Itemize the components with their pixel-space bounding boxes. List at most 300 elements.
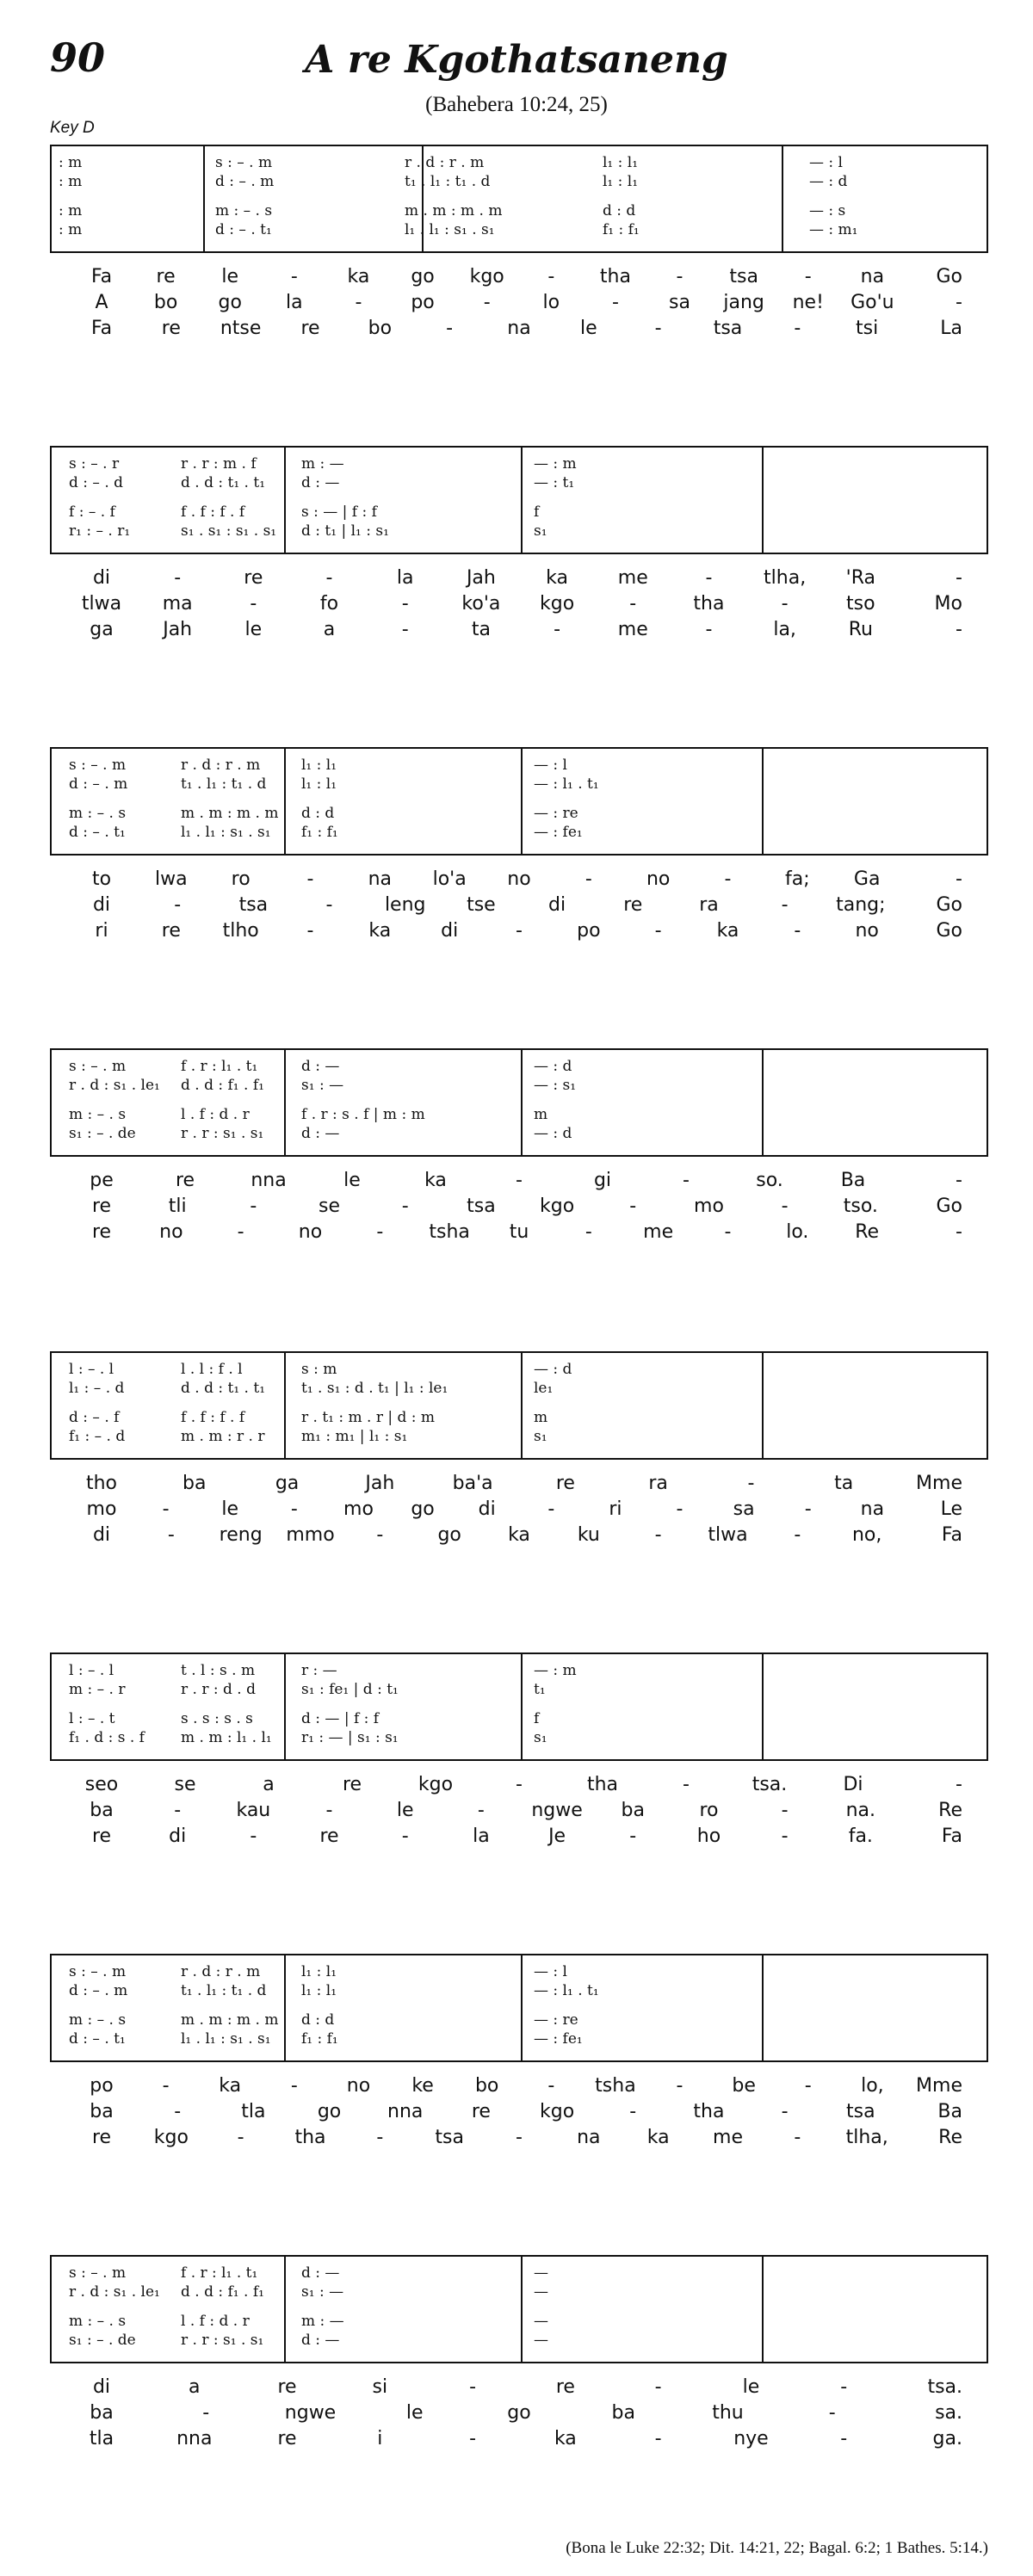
solfa-cell: f . r : l₁ . t₁ [181,2264,258,2282]
lyric-syllable: re [277,2428,297,2449]
lyric-syllable: - [629,2101,637,2122]
lyric-line [50,566,988,590]
lyric-syllable: tla [241,2101,266,2122]
lyric-syllable: le [343,1170,361,1191]
lyric-syllable: - [676,1498,684,1520]
voice-row [52,2264,987,2283]
solfa-cell: m . m : r . r [181,1428,265,1445]
solfa-cell: f . f : f . f [181,1409,245,1426]
solfa-cell: t₁ [534,1681,546,1698]
lyric-syllable: Ru [848,619,873,640]
lyric-syllable: - [840,2428,848,2449]
lyric-syllable: - [306,868,314,890]
lyric-syllable: la [286,292,303,313]
solfa-cell: r . t₁ : m . r | d : m [301,1409,436,1426]
lyric-syllable: le [244,619,263,640]
lyric-syllable: le [221,266,239,287]
lyric-syllable: - [654,2376,662,2398]
solfa-cell: l . f : d . r [181,1106,250,1123]
voice-row [52,522,987,541]
solfa-cell: f . r : l₁ . t₁ [181,1058,258,1075]
lyric-syllable: ka [646,2127,670,2148]
lyric-syllable: Fa [90,266,113,287]
lyric-syllable: - [956,619,962,640]
solfa-cell: d : — [301,1058,340,1075]
lyric-syllable: nye [733,2428,769,2449]
lyric-syllable: me [643,1221,674,1243]
lyric-line [50,618,988,642]
lyric-syllable: - [840,2376,848,2398]
lyric-syllable: kgo [153,2127,189,2148]
solfa-cell: s : – . m [215,154,273,171]
lyric-line [50,919,988,943]
solfa-cell: l₁ : – . d [69,1380,125,1397]
solfa-cell: f₁ : – . d [69,1428,126,1445]
voice-row [52,473,987,492]
lyric-syllable: Mme [916,1473,962,1494]
music-system [50,1351,988,1460]
lyric-syllable: tha [294,2127,326,2148]
lyric-line [50,2401,988,2425]
lyric-syllable: ho [696,1825,721,1847]
solfa-cell: — : l₁ . t₁ [534,1982,599,1999]
voice-row [52,775,987,794]
lyric-line [50,2074,988,2098]
solfa-cell: d : – . t₁ [69,824,126,841]
hymn-title: A re Kgothatsaneng [305,38,728,82]
lyric-syllable: ka [554,2428,577,2449]
solfa-cell: — : fe₁ [534,2030,583,2048]
lyric-syllable: - [306,920,314,942]
lyric-syllable: le [221,1498,239,1520]
lyric-syllable: la [396,567,414,589]
lyric-syllable: ri [609,1498,622,1520]
lyric-syllable: tsa [846,2101,875,2122]
solfa-cell: le₁ [534,1380,554,1397]
lyric-syllable: - [162,1498,170,1520]
lyric-syllable: - [611,292,619,313]
lyric-syllable: a [189,2376,201,2398]
lyric-syllable: lo'a [432,868,467,890]
lyric-syllable: ta [471,619,491,640]
lyric-syllable: no [346,2075,371,2097]
lyric-syllable: re [161,318,181,339]
lyric-syllable: - [483,292,491,313]
solfa-cell: s : – . r [69,455,120,473]
lyric-syllable: po [90,2075,114,2097]
lyric-syllable: lwa [155,868,188,890]
lyric-syllable: - [585,868,592,890]
lyric-syllable: ngwe [284,2402,337,2424]
lyric-line [50,592,988,616]
lyric-syllable: La [940,318,962,339]
lyric-syllable: lo. [786,1221,809,1243]
lyric-syllable: di [92,567,111,589]
solfa-cell: r . r : m . f [181,455,257,473]
solfa-cell: r . r : s₁ . s₁ [181,2332,264,2349]
voice-row [52,2029,987,2048]
lyrics-block [50,566,988,652]
lyric-syllable: ra [648,1473,668,1494]
lyric-syllable: tsha [429,1221,470,1243]
lyric-syllable: no [507,868,531,890]
lyric-syllable: sa. [935,2402,962,2424]
solfa-cell: t₁ . l₁ : t₁ . d [405,173,491,190]
lyric-syllable: - [781,1195,789,1217]
lyric-syllable: - [325,1800,333,1821]
lyric-syllable: Fa [941,1524,962,1546]
lyric-syllable: - [654,920,662,942]
lyric-syllable: ka [424,1170,447,1191]
solfa-cell: d : t₁ | l₁ : s₁ [301,522,389,540]
lyric-syllable: leng [384,894,426,916]
lyric-syllable: - [290,2075,298,2097]
lyric-syllable: - [174,894,182,916]
lyric-syllable: tsha [595,2075,636,2097]
solfa-cell: r . d : s₁ . le₁ [69,2283,160,2301]
lyric-syllable: - [794,2127,801,2148]
lyric-syllable: tsa [467,1195,496,1217]
solfa-cell: — : d [534,1058,572,1075]
solfa-cell: d : – . m [215,173,275,190]
voice-row [52,1379,987,1398]
solfa-cell: m : – . s [69,2011,127,2029]
lyric-syllable: pe [90,1170,114,1191]
lyric-syllable: ga [275,1473,300,1494]
lyric-line [50,291,988,315]
lyric-syllable: - [250,1195,257,1217]
lyric-syllable: kgo [539,1195,575,1217]
solfa-cell: s : – . m [69,757,127,774]
lyric-syllable: - [724,868,732,890]
lyric-syllable: - [174,567,182,589]
lyric-syllable: - [585,1221,592,1243]
lyric-syllable: lo [542,292,560,313]
lyric-syllable: be [732,2075,756,2097]
solfa-cell: t₁ . s₁ : d . t₁ | l₁ : le₁ [301,1380,448,1397]
solfa-cell: s : – . m [69,1963,127,1980]
lyric-syllable: tha [693,2101,725,2122]
lyric-syllable: 'Ra [845,567,875,589]
solfa-cell: f [534,1710,540,1727]
voice-row [52,1427,987,1446]
solfa-cell: m : – . r [69,1681,126,1698]
lyric-line [50,1799,988,1823]
lyric-syllable: - [781,1825,789,1847]
lyric-syllable: na [368,868,393,890]
solfa-cell: r : — [301,1662,337,1679]
solfa-cell: — : m [534,455,577,473]
lyric-syllable: fo [319,593,339,615]
lyric-syllable: ba [90,1800,114,1821]
lyric-syllable: tha [586,1774,619,1795]
lyric-syllable: - [325,567,333,589]
lyric-syllable: - [676,266,684,287]
lyric-syllable: bo [474,2075,499,2097]
solfa-cell: l : – . t [69,1710,115,1727]
lyrics-block [50,1169,988,1255]
lyric-syllable: mo [694,1195,724,1217]
voice-row [52,2331,987,2350]
lyric-syllable: - [469,2376,477,2398]
solfa-cell: r . r : s₁ . s₁ [181,1125,264,1142]
solfa-cell: s : – . m [69,2264,127,2282]
lyric-syllable: thu [712,2402,744,2424]
voice-row [52,503,987,522]
solfa-cell: — : m [534,1662,577,1679]
lyric-syllable: - [956,868,962,890]
lyric-syllable: Re [938,1800,962,1821]
solfa-cell: : m [59,221,83,238]
lyric-syllable: na [860,1498,885,1520]
lyric-syllable: - [469,2428,477,2449]
solfa-cell: m . m : m . m [405,202,503,219]
solfa-cell: d : – . d [69,474,124,491]
solfa-cell: m : – . s [69,1106,127,1123]
solfa-cell: l₁ : l₁ [301,1963,337,1980]
lyric-syllable: tha [599,266,631,287]
lyric-syllable: - [401,593,409,615]
lyric-line [50,1825,988,1849]
lyric-syllable: di [92,1524,111,1546]
solfa-cell: s : m [301,1361,337,1378]
lyric-syllable: - [477,1800,485,1821]
lyric-syllable: - [956,292,962,313]
lyric-syllable: - [516,920,523,942]
lyric-syllable: - [629,1825,637,1847]
lyric-syllable: re [623,894,643,916]
solfa-cell: m : – . s [69,805,127,822]
solfa-cell: l₁ : l₁ [603,154,639,171]
lyric-syllable: re [300,318,320,339]
voice-row [52,2312,987,2331]
lyric-syllable: tso. [843,1195,878,1217]
lyric-syllable: tu [509,1221,529,1243]
lyric-syllable: Go [936,266,962,287]
solfa-cell: — : l [809,154,843,171]
lyric-syllable: ka [508,1524,530,1546]
lyric-syllable: tla [89,2428,114,2449]
lyric-syllable: Je [548,1825,566,1847]
solfa-cell: m₁ : m₁ | l₁ : s₁ [301,1428,408,1445]
lyric-line [50,1472,988,1496]
lyric-syllable: nna [176,2428,213,2449]
voice-row [52,1728,987,1747]
lyric-syllable: - [547,2075,555,2097]
lyric-syllable: reng [219,1524,263,1546]
lyric-syllable: ke [411,2075,434,2097]
lyric-syllable: - [804,1498,812,1520]
lyric-syllable: po [411,292,435,313]
lyric-syllable: Re [855,1221,880,1243]
voice-row [52,1105,987,1124]
lyric-syllable: - [174,1800,182,1821]
lyric-syllable: mo [343,1498,374,1520]
voice-row [52,172,987,191]
lyric-syllable: - [654,318,662,339]
lyric-syllable: di [478,1498,496,1520]
solfa-cell: l₁ : l₁ [301,1982,337,1999]
lyric-syllable: po [577,920,601,942]
lyric-line [50,868,988,892]
solfa-cell: f₁ : f₁ [301,824,338,841]
lyric-syllable: se [174,1774,196,1795]
voice-row [52,1962,987,1981]
voice-row [52,1076,987,1095]
lyric-syllable: go [507,2402,531,2424]
lyric-syllable: - [547,266,555,287]
lyric-syllable: Fa [941,1825,962,1847]
solfa-cell: s₁ : — [301,2283,344,2301]
lyric-syllable: Go [936,894,962,916]
lyric-syllable: ro [699,1800,719,1821]
lyric-syllable: ba [611,2402,635,2424]
solfa-cell: l₁ : l₁ [301,757,337,774]
lyrics-block [50,2375,988,2462]
lyric-syllable: to [91,868,112,890]
lyric-syllable: i [377,2428,383,2449]
solfa-cell: d . d : t₁ . t₁ [181,1380,266,1397]
solfa-cell: m : – . s [69,2313,127,2330]
voice-row [52,454,987,473]
lyric-syllable: Ba [840,1170,866,1191]
lyric-syllable: - [956,1774,962,1795]
lyric-syllable: tlha, [764,567,807,589]
lyric-syllable: ra [699,894,719,916]
lyric-syllable: - [290,1498,298,1520]
solfa-cell: — [534,2283,548,2301]
solfa-cell: d . d : t₁ . t₁ [181,474,266,491]
lyric-line [50,1523,988,1547]
solfa-cell: s : – . m [69,1058,127,1075]
lyric-line [50,2375,988,2400]
lyric-syllable: - [325,894,333,916]
solfa-cell: l₁ . l₁ : s₁ . s₁ [405,221,495,238]
lyric-syllable: - [781,894,789,916]
lyric-syllable: ka [347,266,370,287]
lyric-syllable: kgo [539,2101,575,2122]
solfa-cell: — [534,2313,548,2330]
lyric-syllable: na [860,266,885,287]
solfa-cell: : m [59,173,83,190]
music-system [50,1652,988,1761]
lyric-syllable: le [396,1800,414,1821]
lyric-syllable: ba [621,1800,645,1821]
lyric-syllable: re [91,1195,112,1217]
lyric-syllable: re [319,1825,339,1847]
lyrics-block [50,265,988,351]
voice-row [52,1661,987,1680]
solfa-cell: s₁ : – . de [69,2332,136,2349]
lyric-line [50,1195,988,1219]
lyric-syllable: - [724,1221,732,1243]
lyric-syllable: tlwa [81,593,122,615]
lyric-syllable: - [705,567,713,589]
lyric-syllable: ta [834,1473,854,1494]
lyric-syllable: ri [95,920,108,942]
solfa-cell: : m [59,154,83,171]
music-system [50,446,988,554]
lyric-syllable: tse [467,894,496,916]
solfa-cell: d : — [301,474,340,491]
lyric-syllable: re [91,2127,112,2148]
lyric-syllable: - [202,2402,210,2424]
lyric-syllable: a [323,619,336,640]
lyric-line [50,317,988,341]
lyric-syllable: - [794,318,801,339]
solfa-cell: d . d : f₁ . f₁ [181,2283,264,2301]
lyric-syllable: - [237,2127,244,2148]
solfa-cell: d : – . m [69,1982,128,1999]
hymn-number: 90 [50,34,106,81]
solfa-cell: s₁ : – . de [69,1125,136,1142]
lyric-syllable: sa [733,1498,755,1520]
lyric-syllable: ntse [220,318,262,339]
lyric-syllable: tlwa [708,1524,748,1546]
solfa-cell: — : t₁ [534,474,575,491]
key-signature: Key D [50,119,95,137]
lyric-syllable: ka [546,567,568,589]
solfa-cell: m [534,1409,548,1426]
lyric-syllable: - [174,2101,182,2122]
solfa-cell: — : l [534,757,567,774]
lyric-syllable: di [92,2376,111,2398]
solfa-cell: r₁ : — | s₁ : s₁ [301,1729,399,1746]
footer-references: (Bona le Luke 22:32; Dit. 14:21, 22; Bagal. 6:2; 1 Bathes. 5:14.) [566,2539,988,2557]
solfa-cell: r . d : r . m [181,757,261,774]
lyric-syllable: kau [236,1800,271,1821]
solfa-cell: d : — [301,2332,340,2349]
lyric-syllable: jang [723,292,764,313]
lyrics-block [50,868,988,954]
lyric-syllable: - [804,266,812,287]
lyric-syllable: na. [845,1800,876,1821]
solfa-cell: l₁ : l₁ [301,775,337,793]
lyric-syllable: - [683,1774,690,1795]
lyric-syllable: kgo [539,593,575,615]
lyric-syllable: ma [162,593,193,615]
lyric-syllable: - [516,2127,523,2148]
lyric-syllable: - [705,619,713,640]
lyric-syllable: seo [84,1774,119,1795]
lyric-syllable: me [617,619,648,640]
lyric-syllable: tha [693,593,725,615]
solfa-cell: s₁ . s₁ : s₁ . s₁ [181,522,277,540]
solfa-cell: f₁ : f₁ [301,2030,338,2048]
lyric-syllable: a [263,1774,275,1795]
lyric-syllable: re [175,1170,195,1191]
solfa-cell: f . r : s . f | m : m [301,1106,425,1123]
lyric-syllable: tsa [238,894,269,916]
lyric-syllable: Jah [163,619,193,640]
lyric-syllable: tsa. [752,1774,788,1795]
solfa-cell: r . d : r . m [405,154,485,171]
lyric-syllable: - [237,1221,244,1243]
lyric-line [50,2100,988,2124]
lyric-syllable: nna [251,1170,287,1191]
lyric-syllable: fa; [785,868,810,890]
lyric-syllable: si [372,2376,388,2398]
solfa-cell: t . l : s . m [181,1662,256,1679]
music-system [50,1954,988,2062]
voice-row [52,1709,987,1728]
lyric-syllable: - [629,1195,637,1217]
solfa-cell: d : — | f : f [301,1710,380,1727]
lyrics-block [50,1773,988,1859]
lyric-syllable: go [218,292,242,313]
lyric-syllable: re [342,1774,362,1795]
lyric-syllable: - [794,1524,801,1546]
